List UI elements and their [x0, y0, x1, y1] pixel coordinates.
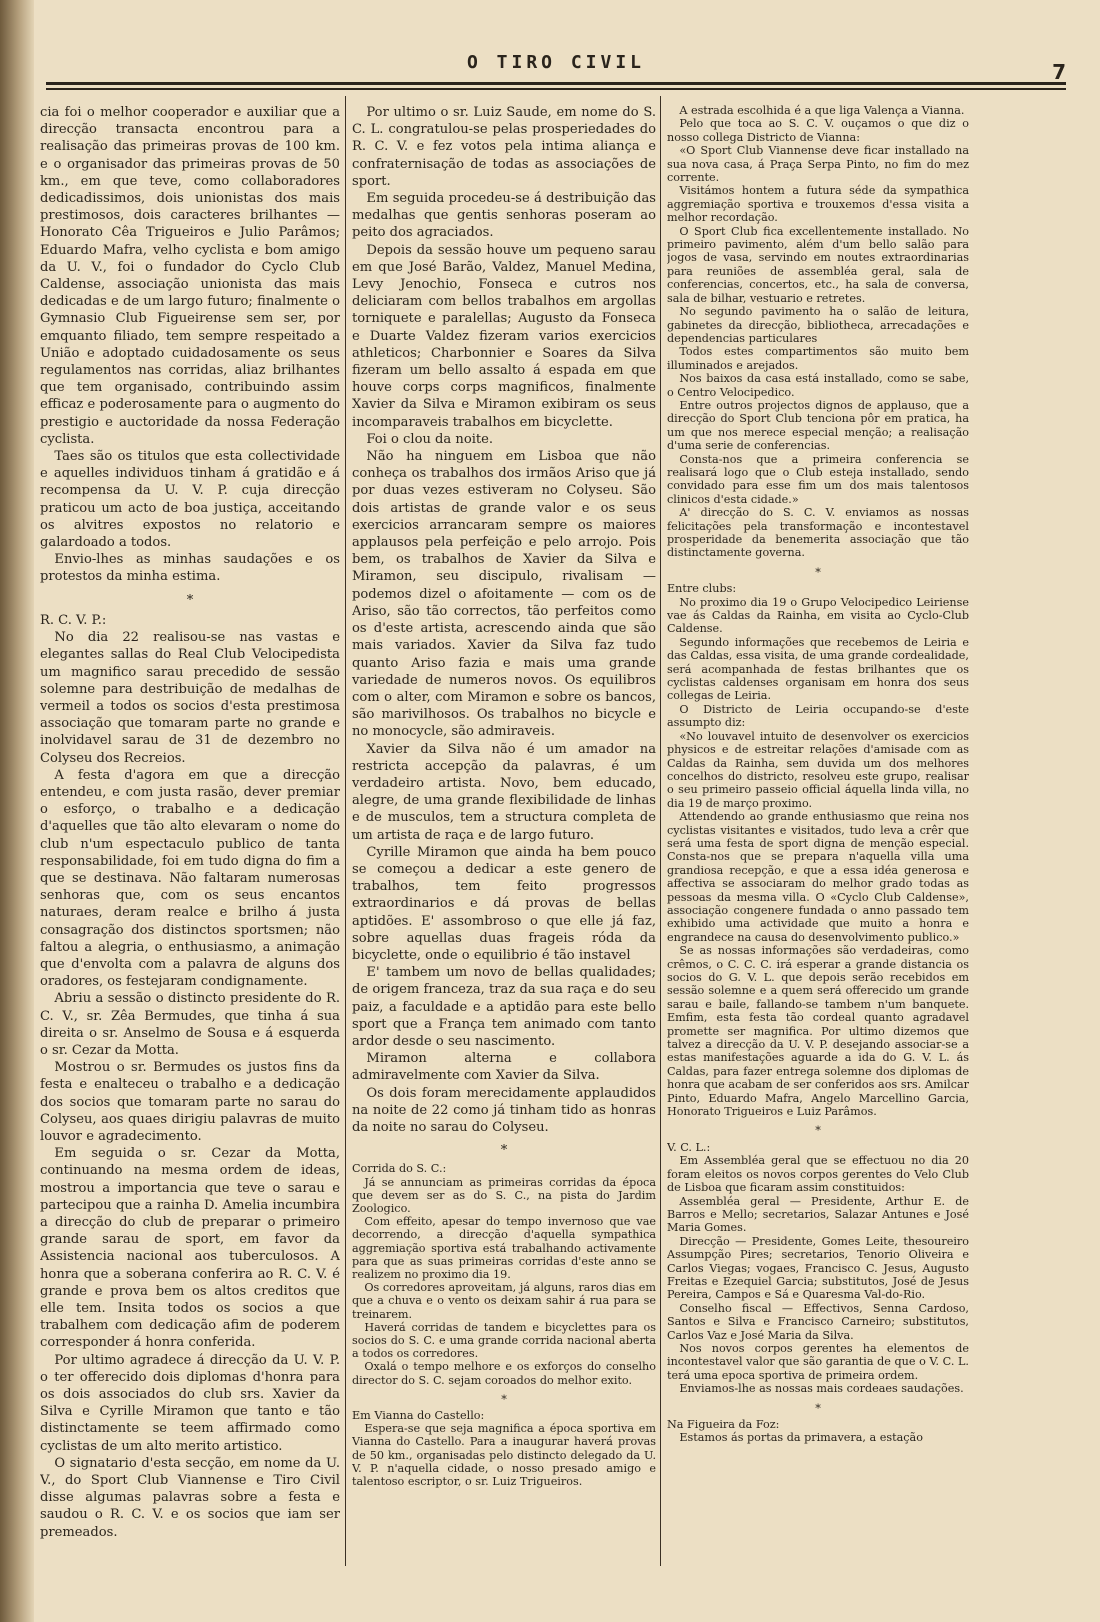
paragraph: Por ultimo o sr. Luiz Saude, em nome do S. C. L. congratulou-se pelas prosperiedades do R. C. V. e fez votos pela intima aliança e confraternisação de todas as associações de sport. — [352, 105, 656, 189]
paragraph: Já se annunciam as primeiras corridas da época que devem ser as do S. C., na pista do Jardim Zoologico. — [352, 1175, 656, 1215]
section-heading: Em Vianna do Castello: — [352, 1409, 485, 1423]
paragraph: Os dois foram merecidamente applaudidos na noite de 22 como já tinham tido as honras da noite no sarau do Colyseu. — [352, 1085, 656, 1135]
paragraph: Espera-se que seja magnifica a época sportiva em Vianna do Castello. Para a inaugurar haverá provas de 50 km., organisadas pelo distincto delegado da U. V. P. n'aquella cidade, o nosso presado amigo e talentoso escriptor, o sr. Luiz Trigueiros. — [352, 1422, 656, 1489]
paragraph: «O Sport Club Viannense deve ficar installado na sua nova casa, á Praça Serpa Pinto, no fim do mez corrente. — [667, 144, 969, 185]
column-1 — [40, 104, 340, 1574]
paragraph: Mostrou o sr. Bermudes os justos fins da festa e enalteceu o trabalho e a dedicação dos socios que tomaram parte no sarau do Colyseu, aos quaes dirigiu palavras de muito louvor e agradecimento. — [40, 1060, 340, 1144]
paragraph: Em seguida o sr. Cezar da Motta, continuando na mesma ordem de ideas, mostrou a importancia que teve o sarau e partecipou que a rainha D. Amelia incumbira a direcção do club de preparar o primeiro grande sarau de sport, em favor da Assistencia nacional aos tuberculosos. A honra que a soberana conferira ao R. C. V. é grande e prova bem os altos creditos que elle tem. Insita todos os socios a que trabalhem com dedicação afim de poderem corresponder á honra conferida. — [40, 1146, 340, 1351]
column-2 — [352, 104, 656, 1574]
column-divider — [345, 96, 346, 1566]
paragraph: Depois da sessão houve um pequeno sarau em que José Barão, Valdez, Manuel Medina, Levy Jenochio, Fonseca e cutros nos deliciaram com bellos trabalhos em argollas torniquete e paralellas; Augusto da Fonseca e Duarte Valdez fizeram varios exercicios athleticos; Charbonnier e Soares da Silva fizeram um bello assalto á espada em que houve corps corps magnificos, finalmente Xavier da Silva e Miramon exibiram os seus incomparaveis trabalhos em bicyclette. — [352, 242, 656, 430]
paragraph: Envio-lhes as minhas saudações e os protestos da minha estima. — [40, 552, 340, 585]
paragraph: Attendendo ao grande enthusiasmo que reina nos cyclistas visitantes e visitados, tudo leva a crêr que será uma festa de sport digna de menção especial. Consta-nos que se prepara n'aquella villa uma grandiosa recepção, e que a essa idéa generosa e affectiva se associaram do melhor grado todas as pessoas da mesma villa. O «Cyclo Club Caldense», associação congenere fundada o anno passado tem exhibido uma actividade que muito a honra e engrandece na causa do desenvolvimento publico.» — [667, 810, 969, 944]
paragraph: Com effeito, apesar do tempo invernoso que vae decorrendo, a direcção d'aquella sympathica aggremiação sportiva está trabalhando activamente para que as suas primeiras corridas d'este anno se realizem no proximo dia 19. — [352, 1215, 656, 1282]
paragraph: Visitámos hontem a futura séde da sympathica aggremiação sportiva e trouxemos d'essa visita a melhor recordação. — [667, 184, 969, 225]
paragraph: Em seguida procedeu-se á destribuição das medalhas que gentis senhoras poseram ao peito dos agraciados. — [352, 191, 656, 241]
journal-title: O TIRO CIVIL — [466, 52, 646, 73]
section-separator: * — [815, 565, 821, 579]
paragraph: A festa d'agora em que a direcção entendeu, e com justa rasão, dever premiar o esforço, o trabalho e a dedicação d'aquelles que tão alto elevaram o nome do club n'um espectaculo publico de tanta responsabilidade, foi em tudo digna do fim a que se destinava. Não faltaram numerosas senhoras que, com os seus encantos naturaes, deram realce e brilho á justa consagração dos distinctos sportsmen; não faltou a alegria, o enthusiasmo, a animação que d'envolta com a palavra de alguns dos oradores, os festejaram condignamente. — [40, 767, 340, 990]
section-separator: * — [815, 1124, 821, 1138]
paragraph: Haverá corridas de tandem e bicyclettes para os socios do S. C. e uma grande corrida nacional aberta a todos os corredores. — [352, 1320, 656, 1361]
paragraph: Xavier da Silva não é um amador na restricta accepção da palavras, é um verdadeiro artista. Novo, bem educado, alegre, de uma grande flexibilidade de linhas e de musculos, tem a structura completa de um artista de raça e de largo futuro. — [352, 741, 656, 843]
section-separator: * — [815, 1401, 821, 1415]
paragraph: O Districto de Leiria occupando-se d'este assumpto diz: — [667, 702, 969, 730]
paragraph: Entre outros projectos dignos de applauso, que a direcção do Sport Club tenciona pôr em pratica, ha um que nos merece especial menção; a realisação d'uma serie de conferencias. — [667, 398, 969, 453]
column-3 — [667, 104, 969, 1574]
paragraph: Segundo informações que recebemos de Leiria e das Caldas, essa visita, de uma grande cordealidade, será acompanhada de festas brilhantes que os cyclistas caldenses organisam em honra dos seus collegas de Leiria. — [667, 635, 969, 703]
header-rule-thin — [46, 89, 1066, 90]
paragraph: Por ultimo agradece á direcção da U. V. P. o ter offerecido dois diplomas d'honra para os dois associados do club srs. Xavier da Silva e Cyrille Miramon que tanto e tão distinctamente se teem affirmado como cyclistas de um alto merito artistico. — [40, 1352, 340, 1454]
paragraph: «No louvavel intuito de desenvolver os exercicios physicos e de estreitar relações d'amisade com as Caldas da Rainha, sem duvida um dos melhores concelhos do districto, resolveu este grupo, realisar o seu primeiro passeio official áquella linda villa, no dia 19 de março proximo. — [667, 729, 969, 810]
section-heading: Na Figueira da Foz: — [667, 1418, 780, 1431]
paragraph: Abriu a sessão o distincto presidente do R. C. V., sr. Zêa Bermudes, que tinha á sua direita o sr. Anselmo de Sousa e á esquerda o sr. Cezar da Motta. — [40, 991, 340, 1058]
paragraph: Direcção — Presidente, Gomes Leite, thesoureiro Assumpção Pires; secretarios, Tenorio Oliveira e Carlos Viegas; vogaes, Francisco C. Jesus, Augusto Freitas e Ezequiel Garcia; substitutos, José de Jesus Pereira, Campos e Sá e Quaresma Val-do-Rio. — [667, 1234, 969, 1302]
paragraph: Assembléa geral — Presidente, Arthur E. de Barros e Mello; secretarios, Salazar Antunes e José Maria Gomes. — [667, 1194, 969, 1235]
paragraph: No proximo dia 19 o Grupo Velocipedico Leiriense vae ás Caldas da Rainha, em visita ao Cyclo-Club Caldense. — [667, 595, 969, 636]
section-separator: * — [500, 1143, 508, 1159]
paragraph: Consta-nos que a primeira conferencia se realisará logo que o Club esteja installado, sendo convidado para esse fim um dos mais talentosos clinicos d'esta cidade.» — [667, 452, 969, 506]
paragraph: Se as nossas informações são verdadeiras, como crêmos, o C. C. C. irá esperar a grande distancia os socios do G. V. L. que depois serão recebidos em sessão solemne e a quem será offerecido um grande sarau e baile, fallando-se tambem n'um banquete. Emfim, esta festa tão cordeal quanto agradavel promette ser magnifica. Por ultimo dizemos que talvez a direcção da U. V. P. desejando associar-se a estas manifestações aguarde a ida do G. V. L. ás Caldas, para fazer entrega solemne dos diplomas de honra que acabam de ser conferidos aos srs. Amilcar Pinto, Eduardo Mafra, Angelo Marcellino Garcia, Honorato Trigueiros e Luiz Parâmos. — [667, 944, 969, 1119]
paragraph: No dia 22 realisou-se nas vastas e elegantes sallas do Real Club Velocipedista um magnifico sarau precedido de sessão solemne para destribuição de medalhas de vermeil a todos os socios d'esta prestimosa associação que tomaram parte no grande e inolvidavel sarau de 31 de dezembro no Colyseu dos Recreios. — [40, 630, 340, 766]
paragraph: A' direcção do S. C. V. enviamos as nossas felicitações pela transformação e incontestavel prosperidade da benemerita associação que tão distinctamente governa. — [667, 506, 969, 560]
paragraph: Em Assembléa geral que se effectuou no dia 20 foram eleitos os novos corpos gerentes do Velo Club de Lisboa que ficaram assim constituidos: — [667, 1154, 969, 1195]
paragraph: Os corredores aproveitam, já alguns, raros dias em que a chuva e o vento os deixam sahir á rua para se treinarem. — [352, 1281, 656, 1321]
section-separator: * — [186, 592, 194, 608]
paragraph: Oxalá o tempo melhore e os exforços do conselho director do S. C. sejam coroados do melhor exito. — [352, 1360, 656, 1387]
paragraph: Foi o clou da noite. — [366, 431, 494, 447]
paragraph: Pelo que toca ao S. C. V. ouçamos o que diz o nosso collega Districto de Vianna: — [667, 117, 969, 144]
paragraph: Cyrille Miramon que ainda ha bem pouco se começou a dedicar a este genero de trabalhos, tem feito progressos extraordinarios e dá provas de bellas aptidões. E' assombroso o que elle já faz, sobre aquellas duas frageis róda da bicyclette, onde o equilibrio é tão instavel — [352, 844, 656, 963]
book-spine-shadow — [0, 0, 34, 1622]
paragraph: O signatario d'esta secção, em nome da U. V., do Sport Club Viannense e Tiro Civil disse algumas palavras sobre a festa e saudou o R. C. V. e os socios que iam ser premeados. — [40, 1455, 340, 1540]
paragraph: Nos baixos da casa está installado, como se sabe, o Centro Velocipedico. — [667, 372, 969, 399]
paragraph: cia foi o melhor cooperador e auxiliar que a direcção transacta encontrou para a realisação das primeiras provas de 100 km. e o organisador das primeiras provas de 50 km., em que teve, como collaboradores dedicadissimos, dois unionistas dos mais prestimosos, dois caracteres brilhantes — Honorato Cêa Trigueiros e Julio Parâmos; Eduardo Mafra, velho cyclista e bom amigo da U. V., foi o fundador do Cyclo Club Caldense, associação unionista das mais dedicadas e de um largo futuro; finalmente o Gymnasio Club Figueirense sem ser, por emquanto filiado, tem sempre respeitado a União e adoptado cuidadosamente os seus regulamentos nas corridas, aliaz brilhantes que tem organisado, contribuindo assim efficaz e poderosamente para o augmento do prestigio e auctoridade da nossa Federação cyclista. — [40, 105, 340, 447]
section-heading: V. C. L.: — [667, 1140, 711, 1154]
paragraph: Taes são os titulos que esta collectividade e aquelles individuos tinham á gratidão e á recompensa da U. V. P. cuja direcção praticou um acto de boa justiça, acceitando os alvitres expostos no relatorio e galardoado a todos. — [40, 449, 340, 551]
paragraph: E' tambem um novo de bellas qualidades; de origem franceza, traz da sua raça e do seu paiz, a faculdade e a aptidão para este bello sport que a França tem animado com tanto ardor desde o seu nascimento. — [352, 965, 656, 1049]
paragraph: O Sport Club fica excellentemente installado. No primeiro pavimento, além d'um bello salão para jogos de vasa, servindo em noutes extraordinarias para reuniões de assembléa geral, sala de conferencias, concertos, etc., ha sala de conversa, sala de bilhar, vestuario e retretes. — [667, 224, 969, 305]
section-separator: * — [501, 1392, 507, 1406]
paragraph: Conselho fiscal — Effectivos, Senna Cardoso, Santos e Silva e Francisco Carneiro; substitutos, Carlos Vaz e José Maria da Silva. — [667, 1301, 969, 1342]
column-divider — [660, 96, 661, 1566]
paragraph: A estrada escolhida é a que liga Valença a Vianna. — [679, 104, 965, 117]
paragraph: Enviamos-lhe as nossas mais cordeaes saudações. — [679, 1382, 964, 1396]
paragraph: Todos estes compartimentos são muito bem illuminados e arejados. — [667, 345, 969, 372]
header-rule — [46, 82, 1066, 89]
section-heading: R. C. V. P.: — [40, 612, 107, 628]
paragraph: Estamos ás portas da primavera, a estação — [679, 1431, 923, 1445]
paragraph: No segundo pavimento ha o salão de leitura, gabinetes da direcção, bibliotheca, arrecadações e dependencias particulares — [667, 305, 969, 345]
paragraph: Nos novos corpos gerentes ha elementos de incontestavel valor que são garantia de que o V. C. L. terá uma epoca sportiva de primeira ordem. — [667, 1341, 969, 1382]
section-heading: Entre clubs: — [667, 582, 737, 596]
paragraph: Miramon alterna e collabora admiravelmente com Xavier da Silva. — [352, 1051, 656, 1084]
page-number: 7 — [1052, 60, 1066, 84]
section-heading: Corrida do S. C.: — [352, 1162, 447, 1176]
paragraph: Não ha ninguem em Lisboa que não conheça os trabalhos dos irmãos Ariso que já por duas vezes estiveram no Colyseu. São dois artistas de grande valor e os seus exercicios arrancaram sempre os maiores applausos pela perfeição e pelo arrojo. Pois bem, os trabalhos de Xavier da Silva e Miramon, seu discipulo, rivalisam — podemos dizel o afoitamente — com os de Ariso, são tão correctos, tão perfeitos como os d'este artista, acrescendo ainda que são mais variados. Xavier da Silva faz tudo quanto Ariso fazia e mais uma grande variedade de numeros novos. Os equilibros com o alter, com Miramon e sobre os bancos, são marivilhosos. Os trabalhos no bicycle e no monocycle, são admiraveis. — [352, 449, 656, 740]
